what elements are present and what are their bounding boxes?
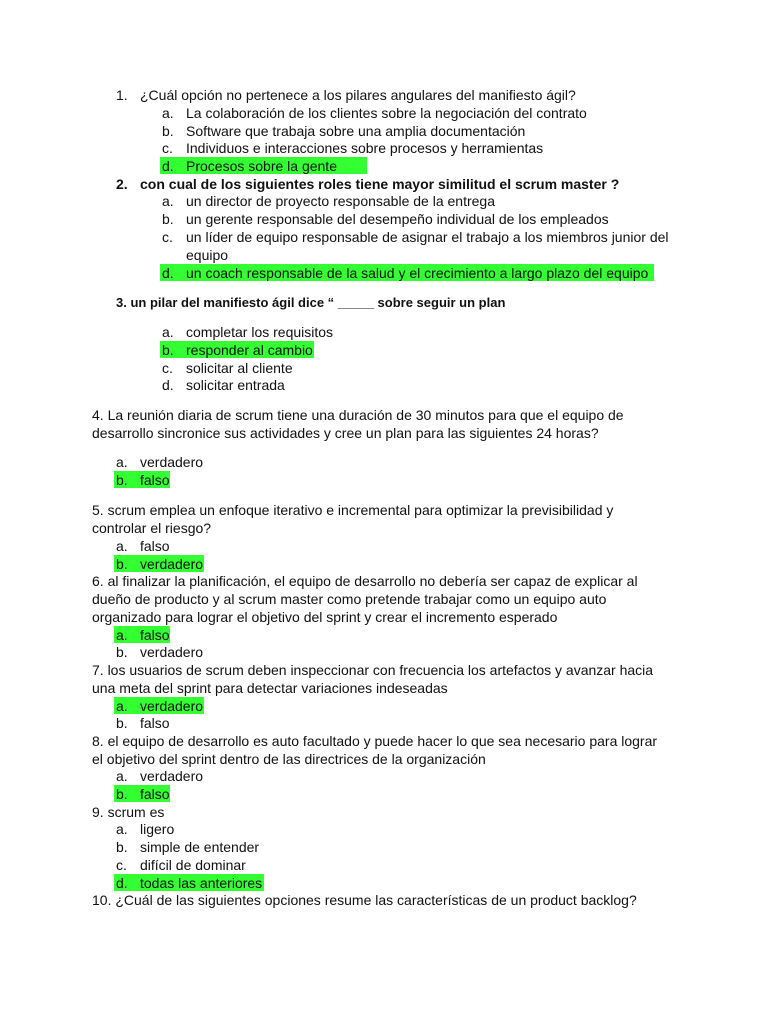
question-5-line-1: 5. scrum emplea un enfoque iterativo e incremental para optimizar la previsibilidad y <box>92 502 614 518</box>
q5-option-b: verdadero <box>140 556 204 572</box>
q7-option-b-letter: b. <box>116 715 128 731</box>
q3-option-c-letter: c. <box>162 360 173 376</box>
q9-option-a: ligero <box>140 821 175 837</box>
q2-option-a: un director de proyecto responsable de la entrega <box>186 193 495 209</box>
q9-option-b-letter: b. <box>116 839 128 855</box>
q2-option-c-letter: c. <box>162 229 173 245</box>
q2-option-d-letter: d. <box>162 265 174 281</box>
q1-option-c-letter: c. <box>162 140 173 156</box>
question-1-text: ¿Cuál opción no pertenece a los pilares angulares del manifiesto ágil? <box>140 87 576 103</box>
q8-option-b: falso <box>140 786 170 802</box>
q9-option-c-letter: c. <box>116 857 127 873</box>
q5-option-a-letter: a. <box>116 538 128 554</box>
question-8-line-1: 8. el equipo de desarrollo es auto facultado y puede hacer lo que sea necesario para lograr <box>92 733 658 749</box>
question-7-line-2: una meta del sprint para detectar variaciones indeseadas <box>92 680 448 696</box>
q4-option-a: verdadero <box>140 454 204 470</box>
q6-option-a-letter: a. <box>116 627 128 643</box>
q2-option-b: un gerente responsable del desempeño individual de los empleados <box>186 211 609 227</box>
q8-option-a-letter: a. <box>116 768 128 784</box>
q3-option-b-letter: b. <box>162 342 174 358</box>
question-4-line-2: desarrollo sincronice sus actividades y cree un plan para las siguientes 24 horas? <box>92 425 599 441</box>
q1-option-b-letter: b. <box>162 123 174 139</box>
question-4-line-1: 4. La reunión diaria de scrum tiene una duración de 30 minutos para que el equipo de <box>92 407 624 423</box>
q4-option-b: falso <box>140 472 170 488</box>
q5-option-b-letter: b. <box>116 556 128 572</box>
q7-option-a: verdadero <box>140 698 204 714</box>
q4-option-b-letter: b. <box>116 472 128 488</box>
q3-option-a: completar los requisitos <box>186 324 334 340</box>
q3-option-d: solicitar entrada <box>186 377 285 393</box>
q1-option-c: Individuos e interacciones sobre procesos y herramientas <box>186 140 544 156</box>
q7-option-b: falso <box>140 715 170 731</box>
q2-option-b-letter: b. <box>162 211 174 227</box>
q6-option-a: falso <box>140 627 170 643</box>
question-1-number: 1. <box>116 87 128 103</box>
q3-option-b: responder al cambio <box>186 342 313 358</box>
q3-option-d-letter: d. <box>162 377 174 393</box>
question-6-line-1: 6. al finalizar la planificación, el equipo de desarrollo no debería ser capaz de explicar al <box>92 573 638 589</box>
question-8-line-2: el objetivo del sprint dentro de las directrices de la organización <box>92 751 486 767</box>
q2-option-c: un líder de equipo responsable de asignar el trabajo a los miembros junior del <box>186 229 669 245</box>
question-6-line-2: dueño de producto y al scrum master como pretende trabajar como un equipo auto <box>92 591 607 607</box>
q5-option-a: falso <box>140 538 170 554</box>
q6-option-b: verdadero <box>140 644 204 660</box>
q4-option-a-letter: a. <box>116 454 128 470</box>
question-5-line-2: controlar el riesgo? <box>92 520 212 536</box>
q1-option-b: Software que trabaja sobre una amplia documentación <box>186 123 526 139</box>
question-10-text: 10. ¿Cuál de las siguientes opciones resume las características de un product backlog? <box>92 892 637 908</box>
q7-option-a-letter: a. <box>116 698 128 714</box>
q9-option-d-letter: d. <box>116 875 128 891</box>
q3-option-a-letter: a. <box>162 324 174 340</box>
q8-option-b-letter: b. <box>116 786 128 802</box>
q9-option-a-letter: a. <box>116 821 128 837</box>
q2-option-d: un coach responsable de la salud y el crecimiento a largo plazo del equipo <box>186 265 649 281</box>
q6-option-b-letter: b. <box>116 644 128 660</box>
question-3-text: 3. un pilar del manifiesto ágil dice “ _____ sobre seguir un plan <box>116 295 506 310</box>
question-7-line-1: 7. los usuarios de scrum deben inspeccionar con frecuencia los artefactos y avanzar hacia <box>92 662 654 678</box>
q1-option-a: La colaboración de los clientes sobre la negociación del contrato <box>186 105 587 121</box>
q2-option-a-letter: a. <box>162 193 174 209</box>
question-2-text: con cual de los siguientes roles tiene mayor similitud el scrum master ? <box>140 176 620 192</box>
q8-option-a: verdadero <box>140 768 204 784</box>
q1-option-d: Procesos sobre la gente <box>186 158 337 174</box>
q9-option-c: difícil de dominar <box>140 857 246 873</box>
q1-option-d-letter: d. <box>162 158 174 174</box>
question-9-text: 9. scrum es <box>92 804 165 820</box>
q9-option-b: simple de entender <box>140 839 260 855</box>
q3-option-c: solicitar al cliente <box>186 360 293 376</box>
q1-option-a-letter: a. <box>162 105 174 121</box>
question-2-number: 2. <box>116 176 128 192</box>
q9-option-d: todas las anteriores <box>140 875 263 891</box>
question-6-line-3: organizado para lograr el objetivo del sprint y crear el incremento esperado <box>92 609 558 625</box>
q2-option-c-continued: equipo <box>186 247 229 263</box>
